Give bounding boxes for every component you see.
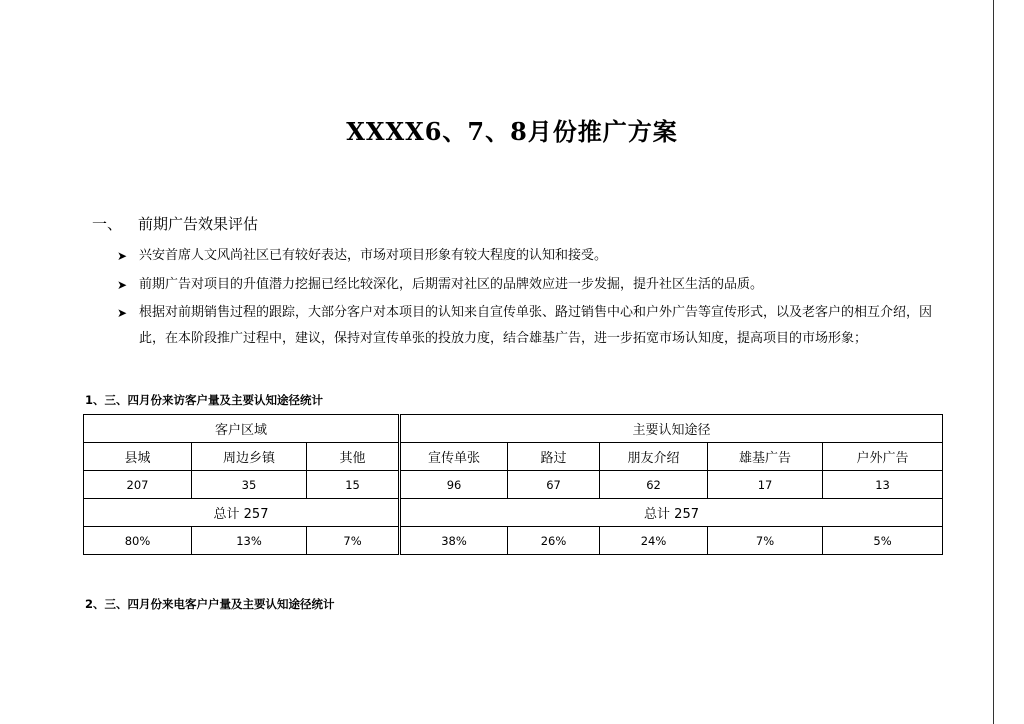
arrow-bullet-icon: ➤ [117,278,128,292]
bullet-item [117,243,947,269]
table2-caption: 2、三、四月份来电客户户量及主要认知途径统计 [85,597,335,611]
table-cell: 207 [84,471,192,499]
table-row [84,527,943,555]
table-cell: 35 [192,471,307,499]
table1-caption: 1、三、四月份来访客户量及主要认知途径统计 [85,393,323,407]
table-cell: 80% [84,527,192,555]
bullet-item [117,272,947,298]
bullet-item [117,300,947,352]
bullet-text: 根据对前期销售过程的跟踪，大部分客户对本项目的认知来自宣传单张、路过销售中心和户外广告等宣传形式，以及老客户的相互介绍，因此，在本阶段推广过程中，建议，保持对宣传单张的投放力度，结合雄基广告，进一步拓宽市场认知度，提高项目的市场形象； [139,305,933,346]
section-heading [92,213,258,234]
arrow-bullet-icon: ➤ [117,249,128,263]
table-cell: 13 [823,471,943,499]
header-customer-region: 客户区域 [84,415,400,443]
bullet-text: 兴安首席人文风尚社区已有较好表达，市场对项目形象有较大程度的认知和接受。 [139,248,608,263]
region-total-cell: 总计 257 [84,499,400,527]
table-cell: 周边乡镇 [192,443,307,471]
channel-total-cell: 总计 257 [400,499,943,527]
table-cell: 7% [307,527,400,555]
header-main-channels: 主要认知途径 [400,415,943,443]
table-cell: 雄基广告 [708,443,823,471]
table-cell: 5% [823,527,943,555]
table-cell: 26% [508,527,600,555]
table-cell: 15 [307,471,400,499]
table-cell: 宣传单张 [400,443,508,471]
section-heading-text: 前期广告效果评估 [138,215,259,233]
table-cell: 96 [400,471,508,499]
table-cell: 24% [600,527,708,555]
table-cell: 7% [708,527,823,555]
table-cell: 67 [508,471,600,499]
table-cell: 其他 [307,443,400,471]
table-cell: 38% [400,527,508,555]
table-row [84,415,943,443]
table-row [84,499,943,527]
table-row [84,443,943,471]
document-title: XXXX6、7、8月份推广方案 [346,117,678,146]
arrow-bullet-icon: ➤ [117,306,128,320]
table-cell: 户外广告 [823,443,943,471]
table-row [84,471,943,499]
table-cell: 路过 [508,443,600,471]
table-cell: 13% [192,527,307,555]
visitor-stats-table [83,414,943,555]
table-cell: 朋友介绍 [600,443,708,471]
bullet-text: 前期广告对项目的升值潜力挖掘已经比较深化，后期需对社区的品牌效应进一步发掘，提升社区生活的品质。 [139,277,764,292]
table-cell: 县城 [84,443,192,471]
page-edge-line [993,0,994,724]
section-number: 一、 [92,215,123,233]
table-cell: 62 [600,471,708,499]
table-cell: 17 [708,471,823,499]
